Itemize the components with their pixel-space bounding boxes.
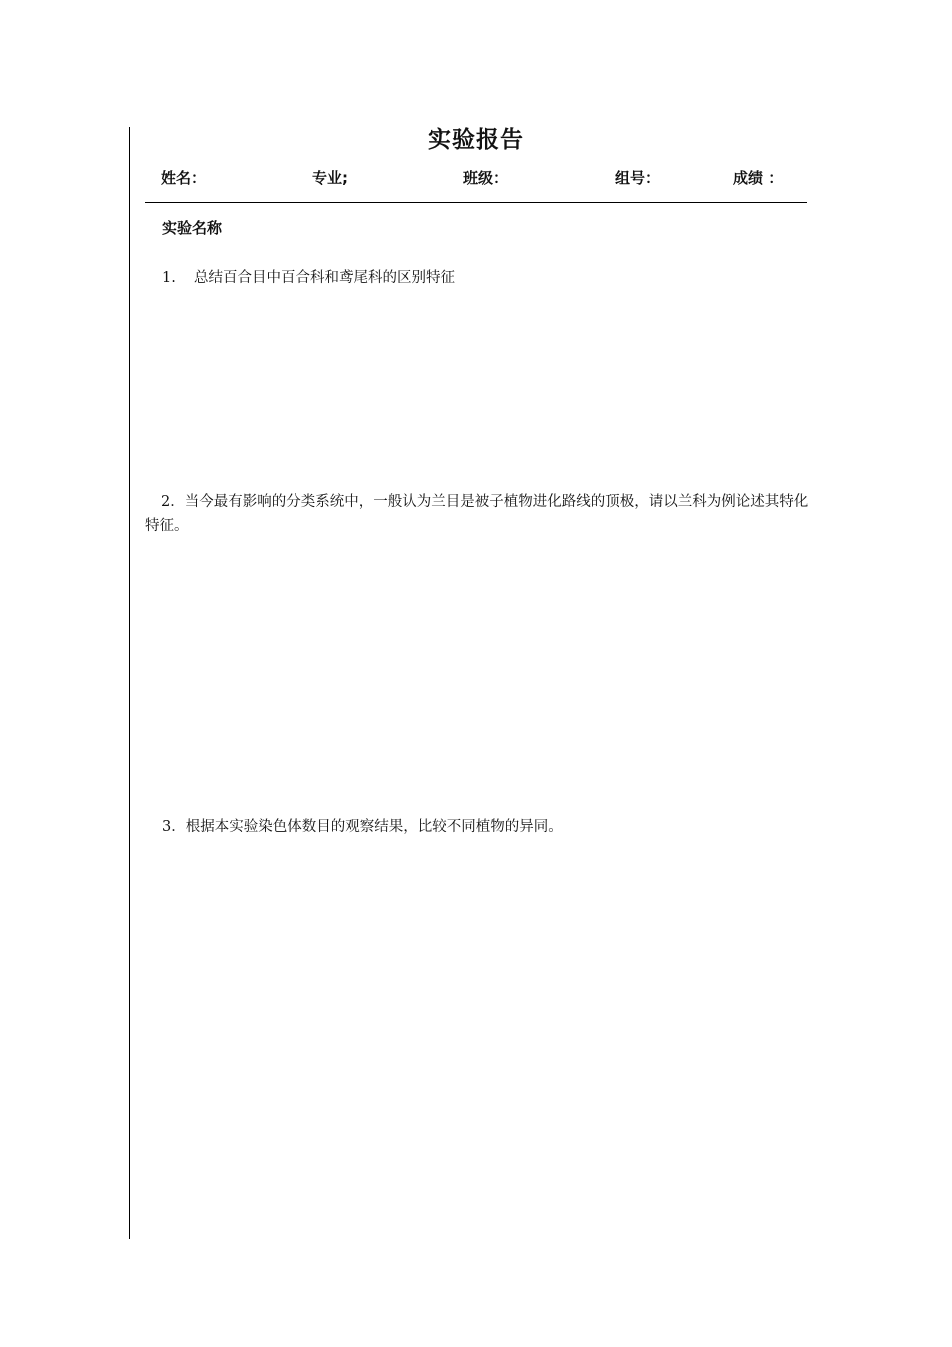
question-2: 2．当今最有影响的分类系统中，一般认为兰目是被子植物进化路线的顶极，请以兰科为例论述其特化特征。 xyxy=(145,494,809,534)
report-title: 实验报告 xyxy=(428,127,524,153)
grade-field-label: 成绩 ： xyxy=(733,169,784,187)
name-field-label: 姓名： xyxy=(161,169,207,187)
group-field-label: 组号： xyxy=(615,169,661,187)
experiment-name-label: 实验名称 xyxy=(162,219,223,237)
major-field-label: 专业; xyxy=(312,169,348,187)
question-1 xyxy=(162,266,455,290)
question-3: 3．根据本实验染色体数目的观察结果，比较不同植物的异同。 xyxy=(162,819,563,835)
question-1-text: 总结百合目中百合科和鸢尾科的区别特征 xyxy=(194,270,455,286)
binding-margin-line xyxy=(129,127,130,1239)
question-1-number: 1. xyxy=(162,270,176,286)
header-divider xyxy=(145,202,807,203)
class-field-label: 班级： xyxy=(463,169,509,187)
